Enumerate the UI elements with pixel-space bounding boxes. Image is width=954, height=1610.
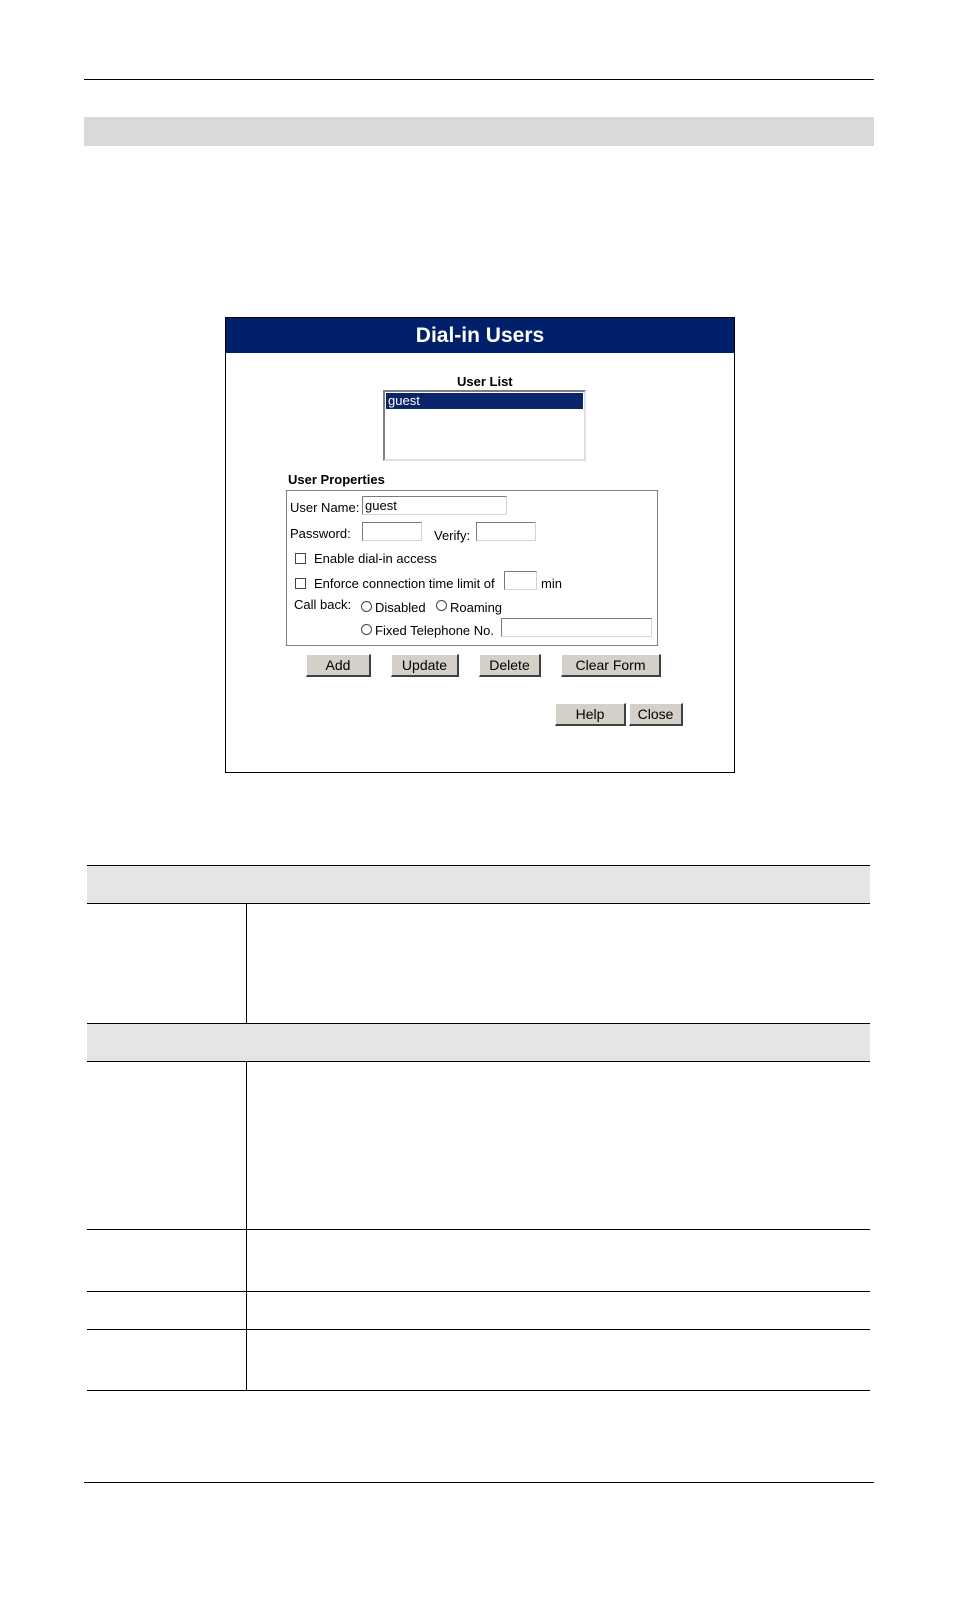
enforce-limit-label: Enforce connection time limit of [314,576,495,591]
section-header-bar [84,117,874,146]
callback-fixed-radio[interactable] [361,624,372,635]
table-rule [87,1229,870,1230]
min-label: min [541,576,562,591]
password-label: Password: [290,526,351,541]
update-button[interactable]: Update [391,654,459,677]
top-rule [84,79,874,80]
table-rule [87,903,870,904]
password-input[interactable] [362,522,422,541]
table-rule [87,1061,870,1062]
user-list-item[interactable]: guest [386,393,583,409]
callback-fixed-label: Fixed Telephone No. [375,623,495,638]
callback-roaming-radio[interactable] [436,600,447,611]
dial-in-users-dialog [225,317,735,773]
delete-button[interactable]: Delete [479,654,541,677]
table-column-divider [246,1061,247,1391]
user-properties-group [286,490,658,646]
table-rule [87,1291,870,1292]
table-bottom-rule [87,1390,870,1391]
close-button[interactable]: Close [629,703,683,726]
user-name-label: User Name: [290,500,360,515]
enable-dialin-checkbox[interactable] [295,553,306,564]
callback-roaming-label: Roaming [450,600,503,615]
add-button[interactable]: Add [306,654,371,677]
callback-disabled-radio[interactable] [361,601,372,612]
help-button[interactable]: Help [555,703,626,726]
user-list-label: User List [457,374,513,389]
settings-table [87,865,870,1391]
dialog-title: Dial-in Users [226,318,734,353]
callback-disabled-label: Disabled [375,600,426,615]
enforce-limit-checkbox[interactable] [295,578,306,589]
verify-label: Verify: [434,528,471,543]
table-header-row [87,1023,870,1061]
user-properties-label: User Properties [288,472,385,487]
verify-input[interactable] [476,522,536,541]
time-limit-input[interactable] [504,571,537,590]
fixed-telephone-input[interactable] [501,618,652,637]
call-back-label: Call back: [294,597,352,612]
enable-dialin-label: Enable dial-in access [314,551,437,566]
user-name-input[interactable]: guest [362,496,507,515]
clear-form-button[interactable]: Clear Form [561,654,661,677]
table-header-row [87,865,870,903]
table-rule [87,1023,870,1024]
table-rule [87,1329,870,1330]
bottom-rule [84,1482,874,1483]
table-column-divider [246,903,247,1023]
table-top-rule [87,865,870,866]
user-list[interactable] [383,390,586,461]
